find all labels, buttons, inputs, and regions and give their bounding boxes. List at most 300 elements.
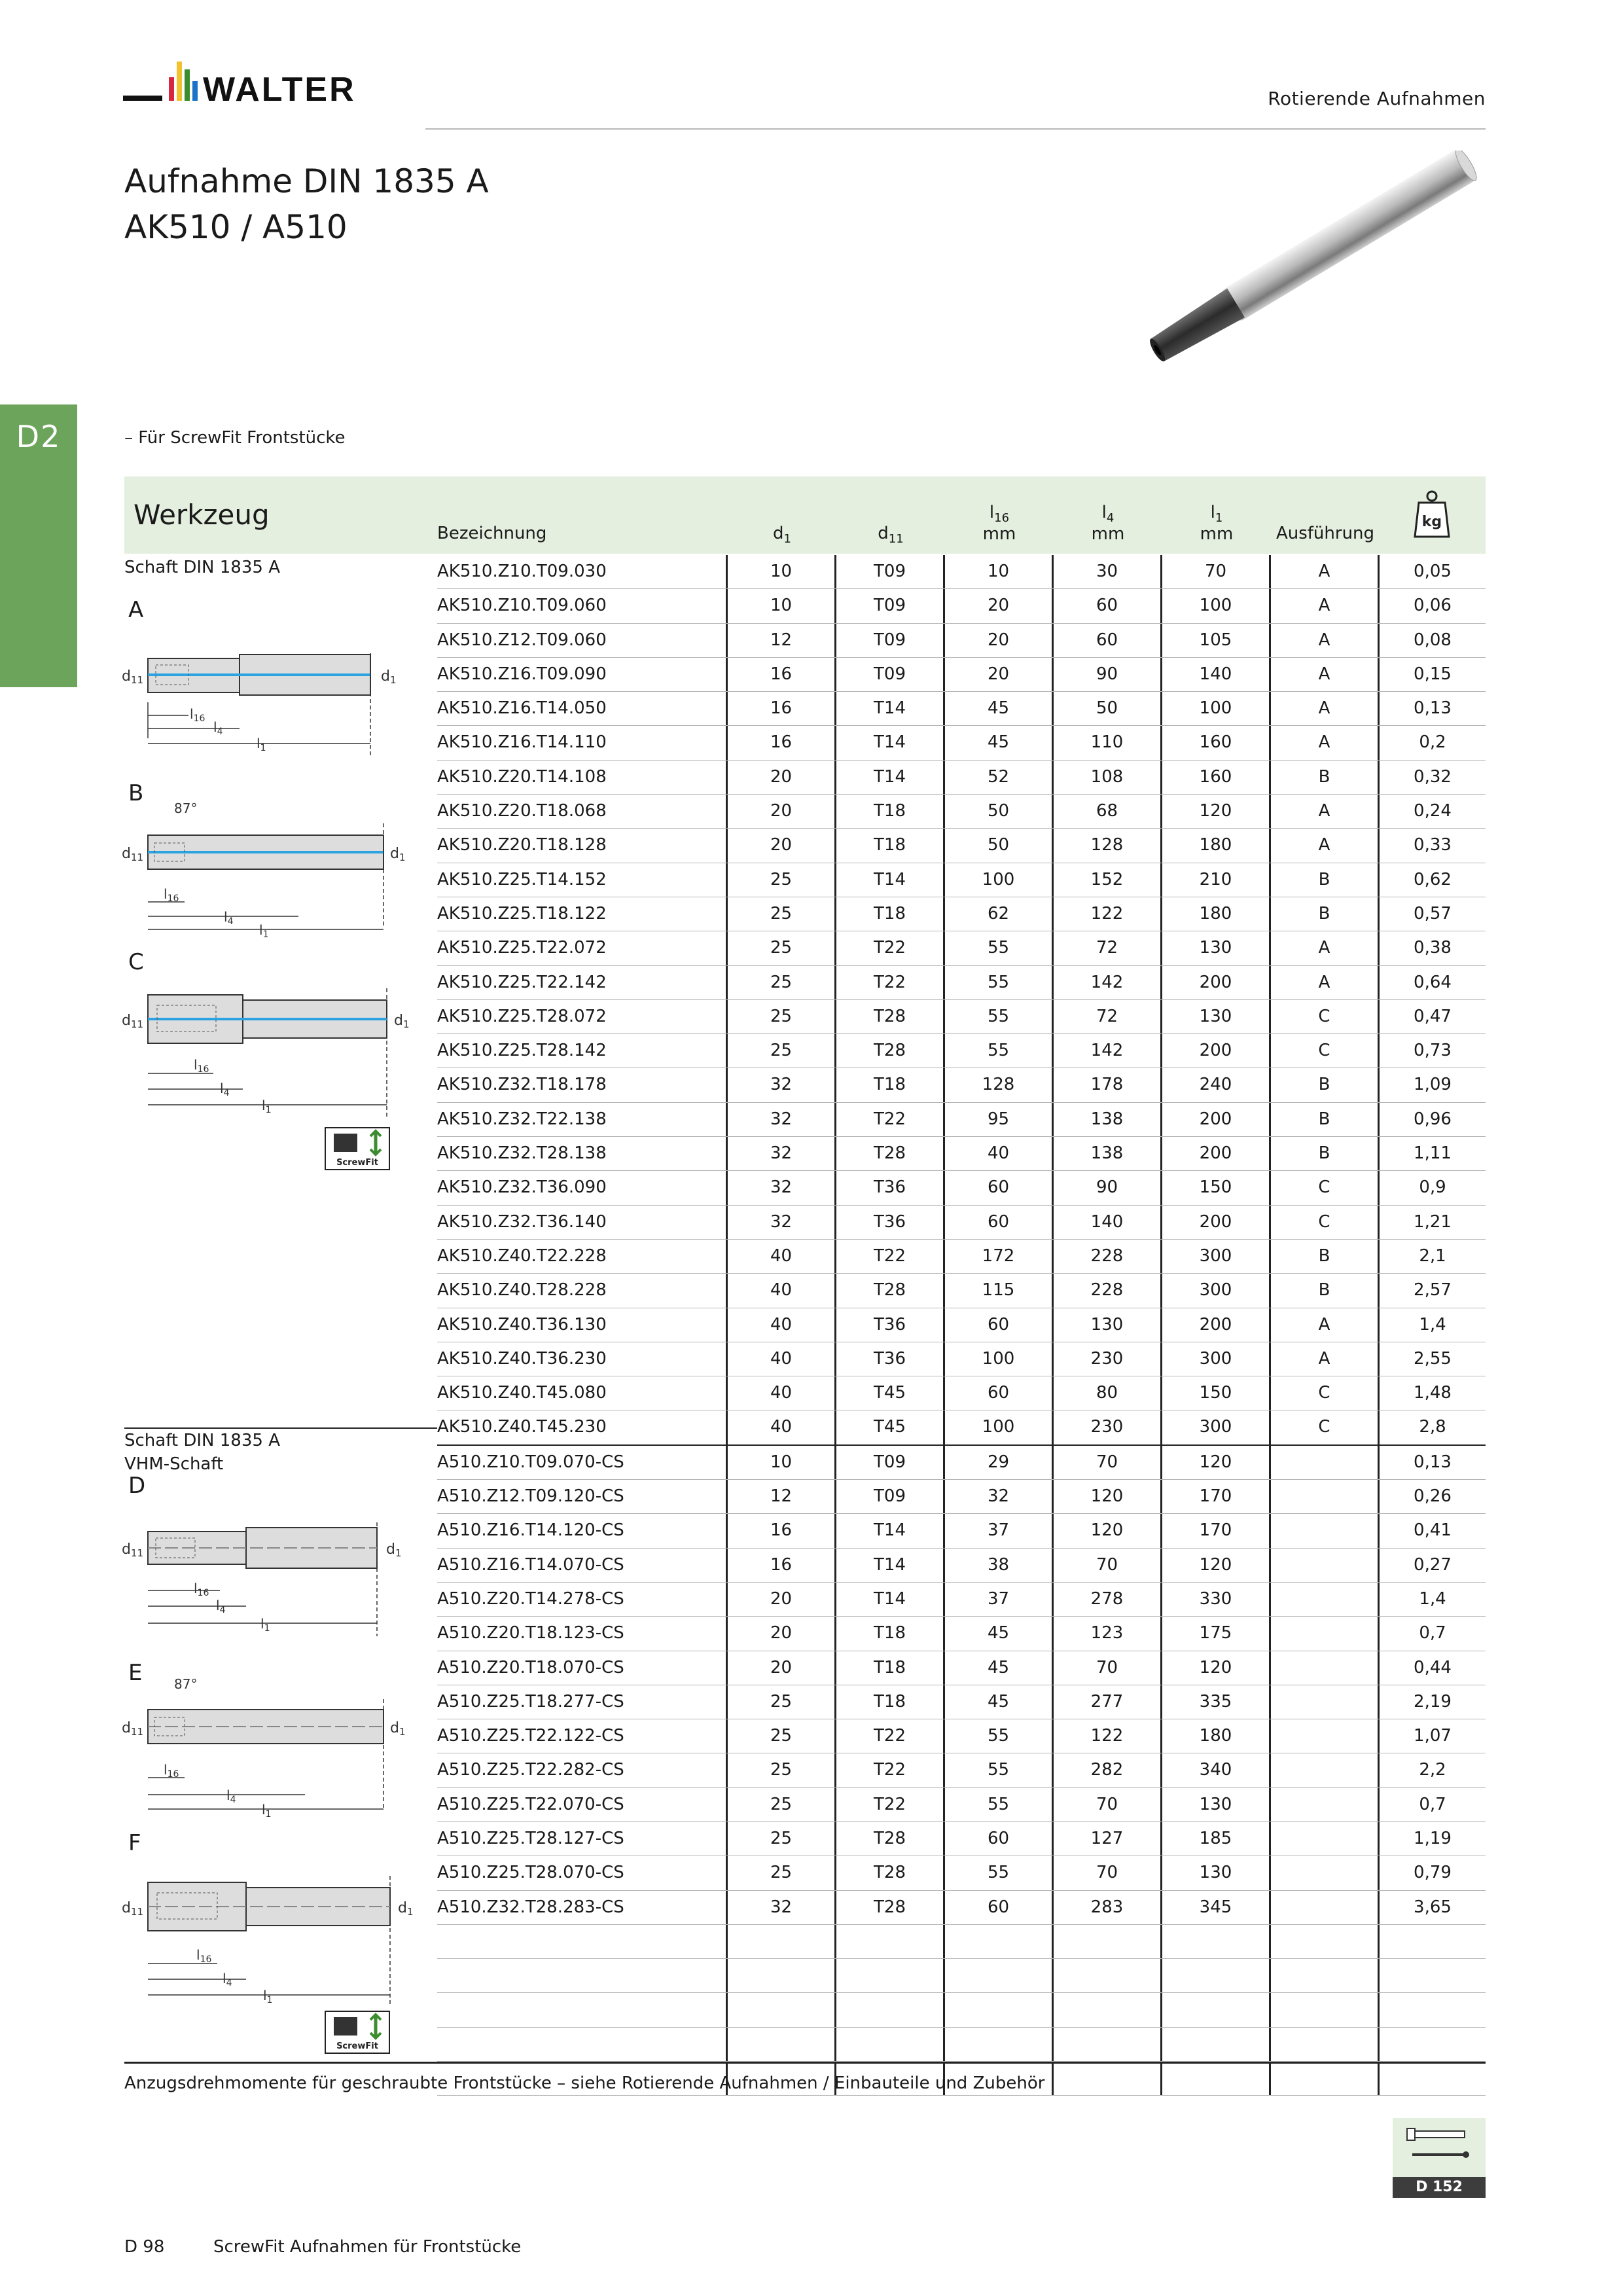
cell-d1: 10 [728,555,836,588]
cell-ausfuehrung [1271,1719,1380,1753]
cell-l1: 340 [1162,1753,1271,1787]
cell-ausfuehrung: C [1271,1206,1380,1239]
cell-l16: 100 [945,1342,1054,1376]
table-row [437,1171,1486,1205]
cell-ausfuehrung: B [1271,1137,1380,1170]
page-reference-link[interactable]: D 152 [1393,2177,1486,2198]
cell-l16: 45 [945,726,1054,759]
cell-d11: T36 [836,1171,945,1204]
cell-l1: 160 [1162,726,1271,759]
cell-l4: 120 [1054,1480,1162,1513]
cell-weight: 0,38 [1414,938,1452,958]
cell-l16: 45 [945,1617,1054,1650]
cell-l1: 200 [1162,1034,1271,1067]
cell-l16: 37 [945,1583,1054,1616]
cell-bezeichnung: AK510.Z25.T28.072 [437,1000,728,1033]
cell-ausfuehrung [1271,1788,1380,1821]
cell-weight: 0,44 [1414,1657,1452,1677]
cell-l4: 122 [1054,1719,1162,1753]
svg-text:l4: $l_4$ [216,1598,226,1615]
cell-weight: 2,57 [1414,1280,1452,1300]
cell-l4: 60 [1054,624,1162,657]
walter-logo [123,58,404,117]
cell-l16: 60 [945,1376,1054,1410]
cell-d1: 20 [728,795,836,828]
cell-d11: T09 [836,1446,945,1479]
page-subtitle: AK510 / A510 [124,208,348,246]
cell-l16: 60 [945,1891,1054,1924]
cell-d11: T22 [836,1240,945,1273]
table-bottom-rule [124,2062,1486,2064]
page-number: D 98 [124,2237,165,2257]
table-row [437,1480,1486,1514]
cell-bezeichnung: AK510.Z40.T36.230 [437,1342,728,1376]
cell-ausfuehrung: A [1271,931,1380,965]
section-title: Rotierende Aufnahmen [1268,88,1486,109]
svg-text:l16: $l_{16}$ [194,1057,209,1075]
cell-d1: 25 [728,1788,836,1821]
cell-l1: 175 [1162,1617,1271,1650]
cell-d1: 40 [728,1376,836,1410]
cell-weight: 0,9 [1419,1177,1446,1198]
cell-ausfuehrung [1271,1480,1380,1513]
cell-ausfuehrung: B [1271,863,1380,897]
cell-bezeichnung: AK510.Z40.T45.080 [437,1376,728,1410]
cell-d1: 25 [728,1753,836,1787]
cell-d1: 20 [728,1617,836,1650]
cell-l1: 160 [1162,761,1271,794]
cell-d1: 25 [728,1719,836,1753]
cell-l1: 120 [1162,1549,1271,1582]
cell-d1: 16 [728,1549,836,1582]
cell-l1: 200 [1162,1137,1271,1170]
cell-weight: 0,32 [1414,766,1452,787]
cell-weight: 0,62 [1414,869,1452,889]
cell-d1: 20 [728,1583,836,1616]
cell-l1: 150 [1162,1171,1271,1204]
cell-weight: 2,1 [1419,1246,1446,1266]
diagram-a [122,640,429,771]
cell-ausfuehrung: A [1271,1308,1380,1342]
table-row [437,1719,1486,1753]
table-row [437,1651,1486,1685]
cell-d1: 40 [728,1342,836,1376]
table-row [437,829,1486,863]
cell-d1: 32 [728,1103,836,1136]
cell-l1: 300 [1162,1240,1271,1273]
cell-d1: 40 [728,1308,836,1342]
cell-bezeichnung [437,1925,728,1958]
cell-bezeichnung: AK510.Z16.T09.090 [437,658,728,691]
cell-ausfuehrung: B [1271,1240,1380,1273]
cell-bezeichnung: AK510.Z32.T22.138 [437,1103,728,1136]
cell-d11: T09 [836,658,945,691]
cell-weight: 0,13 [1414,698,1452,719]
cell-l16: 100 [945,1410,1054,1444]
cell-d11: T14 [836,1583,945,1616]
table-caption: Werkzeug [134,499,270,531]
cell-ausfuehrung [1271,1651,1380,1685]
cell-d11: T22 [836,1788,945,1821]
diagram-label-c: C [128,949,144,975]
cell-l1 [1162,2062,1271,2095]
cell-d11: T45 [836,1410,945,1444]
col-header-bezeichnung: Bezeichnung [437,524,547,543]
cell-weight: 1,48 [1414,1383,1452,1403]
cell-l16: 172 [945,1240,1054,1273]
diagram-d [122,1512,429,1643]
cell-l16: 29 [945,1446,1054,1479]
cell-weight: 0,41 [1414,1520,1452,1541]
cell-d1: 25 [728,931,836,965]
cell-bezeichnung: AK510.Z20.T18.128 [437,829,728,862]
cell-l4: 230 [1054,1410,1162,1444]
cell-l16 [945,1993,1054,2026]
svg-text:d1: d1 [390,846,406,863]
cell-ausfuehrung [1271,1549,1380,1582]
svg-text:d1: d1 [386,1541,402,1559]
cell-ausfuehrung [1271,2028,1380,2061]
cell-ausfuehrung: A [1271,829,1380,862]
col-header-l4: $l_4$ mm [1091,503,1125,544]
cell-l1 [1162,1959,1271,1992]
cell-d11: T18 [836,1651,945,1685]
footnote: Anzugsdrehmomente für geschraubte Frontstücke – siehe Rotierende Aufnahmen / Einbauteile und Zubehör [124,2073,1045,2093]
table-row [437,1753,1486,1787]
cell-ausfuehrung: C [1271,1000,1380,1033]
cell-d1: 32 [728,1137,836,1170]
cell-d11: T09 [836,624,945,657]
cell-l16: 55 [945,1719,1054,1753]
cell-ausfuehrung: C [1271,1034,1380,1067]
cell-ausfuehrung: A [1271,555,1380,588]
table-row [437,897,1486,931]
cell-d11: T14 [836,1549,945,1582]
col-header-d1: $d_1$ [773,524,791,546]
svg-text:l16: $l_{16}$ [190,706,205,724]
screwfit-badge-2 [325,2011,390,2054]
cell-d11: T28 [836,1891,945,1924]
cell-d11: T18 [836,1617,945,1650]
cell-weight: 0,79 [1414,1863,1452,1883]
cell-ausfuehrung [1271,1856,1380,1890]
cell-l1: 140 [1162,658,1271,691]
cell-weight: 1,11 [1414,1143,1452,1164]
cell-ausfuehrung: B [1271,761,1380,794]
table-body [437,555,1486,2096]
cell-d11: T45 [836,1376,945,1410]
diagram-label-e: E [128,1660,143,1686]
table-row [437,966,1486,1000]
cell-l1: 210 [1162,863,1271,897]
cell-weight: 0,47 [1414,1006,1452,1026]
cell-bezeichnung [437,1993,728,2026]
col-header-ausfuehrung: Ausführung [1275,524,1375,543]
cell-weight: 1,07 [1414,1726,1452,1746]
table-row [437,726,1486,760]
cell-weight: 0,26 [1414,1486,1452,1507]
cell-l16: 45 [945,1685,1054,1719]
cell-d11: T28 [836,1034,945,1067]
svg-text:d1: d1 [398,1900,414,1918]
cell-ausfuehrung: B [1271,897,1380,931]
svg-text:ScrewFit: ScrewFit [336,1158,378,1168]
table-row [437,1206,1486,1240]
table-row [437,1583,1486,1617]
cell-l4: 142 [1054,966,1162,999]
cell-l16: 60 [945,1206,1054,1239]
cell-l16: 60 [945,1171,1054,1204]
svg-text:87°: 87° [174,1676,198,1692]
cell-d11 [836,2028,945,2061]
logo-text: WALTER [203,71,356,109]
cell-d11: T09 [836,1480,945,1513]
cell-l4: 123 [1054,1617,1162,1650]
table-row [437,1274,1486,1308]
cell-l1: 130 [1162,1788,1271,1821]
cell-d1: 32 [728,1171,836,1204]
cell-d1 [728,1925,836,1958]
svg-text:d11: d11 [122,846,144,863]
cell-d1: 20 [728,829,836,862]
cell-l16: 10 [945,555,1054,588]
svg-text:87°: 87° [174,800,198,816]
cell-d11 [836,1925,945,1958]
cell-l4: 282 [1054,1753,1162,1787]
cell-weight: 0,57 [1414,903,1452,924]
cell-l1: 335 [1162,1685,1271,1719]
cell-l16: 55 [945,1856,1054,1890]
cell-l16: 20 [945,589,1054,622]
cell-ausfuehrung [1271,2062,1380,2095]
cell-bezeichnung: AK510.Z25.T22.072 [437,931,728,965]
table-row [437,1034,1486,1068]
footer-title: ScrewFit Aufnahmen für Frontstücke [213,2237,522,2257]
svg-text:l1: $l_1$ [259,922,269,940]
cell-d11: T36 [836,1206,945,1239]
cell-l16: 37 [945,1514,1054,1547]
cell-ausfuehrung [1271,1993,1380,2026]
cell-bezeichnung: A510.Z10.T09.070-CS [437,1446,728,1479]
cell-l16: 20 [945,658,1054,691]
cell-d1: 25 [728,1685,836,1719]
cell-l1: 200 [1162,1308,1271,1342]
group-label-1: Schaft DIN 1835 A [124,558,280,577]
svg-text:d1: d1 [381,668,397,686]
svg-text:l16: $l_{16}$ [194,1581,209,1598]
table-row [437,1685,1486,1719]
cell-l16: 55 [945,931,1054,965]
table-row [437,1856,1486,1890]
cell-l4: 70 [1054,1651,1162,1685]
cell-ausfuehrung [1271,1822,1380,1856]
cell-weight: 0,96 [1414,1109,1452,1129]
cell-l1 [1162,1925,1271,1958]
cell-d1: 25 [728,1856,836,1890]
diagram-f [122,1869,429,2013]
svg-text:d11: d11 [122,668,144,686]
cell-d1: 32 [728,1206,836,1239]
cell-l1 [1162,1993,1271,2026]
cell-bezeichnung: A510.Z25.T22.282-CS [437,1753,728,1787]
cell-bezeichnung [437,1959,728,1992]
cell-d1 [728,1993,836,2026]
col-header-d11: $d_{11}$ [878,524,904,546]
cell-l4: 60 [1054,589,1162,622]
cell-l1: 185 [1162,1822,1271,1856]
table-row [437,1549,1486,1583]
cell-l1: 100 [1162,589,1271,622]
table-row [437,624,1486,658]
cell-l4: 277 [1054,1685,1162,1719]
cell-bezeichnung: AK510.Z25.T14.152 [437,863,728,897]
cell-l16 [945,2028,1054,2061]
table-row [437,931,1486,965]
cell-weight: 0,15 [1414,664,1452,684]
cell-weight: 0,27 [1414,1554,1452,1575]
cell-l4: 70 [1054,1446,1162,1479]
cell-d1: 16 [728,658,836,691]
cell-weight: 2,55 [1414,1348,1452,1369]
cell-l16: 115 [945,1274,1054,1307]
table-row [437,1240,1486,1274]
cell-bezeichnung: AK510.Z12.T09.060 [437,624,728,657]
cell-l16: 38 [945,1549,1054,1582]
cell-d11: T14 [836,1514,945,1547]
cell-weight: 0,7 [1419,1623,1446,1643]
cell-d11: T09 [836,589,945,622]
cell-l4: 128 [1054,829,1162,862]
cell-d11: T28 [836,1822,945,1856]
table-row [437,795,1486,829]
cell-l4: 50 [1054,692,1162,725]
cell-d1: 25 [728,966,836,999]
cell-l16: 20 [945,624,1054,657]
cell-l4: 228 [1054,1240,1162,1273]
cell-l16: 50 [945,829,1054,862]
cell-d11: T22 [836,931,945,965]
cell-l1 [1162,2028,1271,2061]
table-row [437,1617,1486,1651]
cell-l4: 152 [1054,863,1162,897]
cell-l4 [1054,2062,1162,2095]
table-row [437,1410,1486,1445]
group-sublabel-2: VHM-Schaft [124,1454,224,1474]
cell-bezeichnung: AK510.Z40.T45.230 [437,1410,728,1444]
cell-d1: 20 [728,1651,836,1685]
table-row [437,1308,1486,1342]
cell-d11: T18 [836,1685,945,1719]
cell-ausfuehrung [1271,1925,1380,1958]
cell-l16: 60 [945,1822,1054,1856]
svg-text:l4: $l_4$ [224,909,234,927]
cell-d11: T14 [836,863,945,897]
cell-bezeichnung: AK510.Z40.T36.130 [437,1308,728,1342]
cell-bezeichnung: AK510.Z20.T18.068 [437,795,728,828]
cell-bezeichnung: A510.Z20.T14.278-CS [437,1583,728,1616]
cell-l4: 70 [1054,1856,1162,1890]
table-row [437,1959,1486,1993]
cell-l4: 80 [1054,1376,1162,1410]
cell-d11: T18 [836,1068,945,1102]
cell-ausfuehrung [1271,1753,1380,1787]
svg-text:d11: d11 [122,1900,144,1918]
cell-d1: 10 [728,589,836,622]
screwfit-badge-1 [325,1127,390,1170]
cell-l4: 72 [1054,1000,1162,1033]
cell-bezeichnung: AK510.Z32.T36.090 [437,1171,728,1204]
cell-d11: T14 [836,692,945,725]
cell-d11: T22 [836,1719,945,1753]
cell-l1: 300 [1162,1274,1271,1307]
cell-d1: 32 [728,1891,836,1924]
cell-ausfuehrung: C [1271,1376,1380,1410]
cell-l16: 55 [945,1788,1054,1821]
svg-text:l16: $l_{16}$ [196,1947,212,1965]
cell-l1: 180 [1162,1719,1271,1753]
cell-d1: 10 [728,1446,836,1479]
cell-d11 [836,1993,945,2026]
cell-d1: 25 [728,1000,836,1033]
cell-bezeichnung: AK510.Z16.T14.050 [437,692,728,725]
svg-text:l1: $l_1$ [257,736,266,753]
cell-l1: 120 [1162,795,1271,828]
cell-l4: 72 [1054,931,1162,965]
svg-text:d1: d1 [390,1720,406,1738]
table-row [437,1103,1486,1137]
svg-text:kg: kg [1421,514,1442,530]
table-row [437,1993,1486,2027]
cell-ausfuehrung [1271,1617,1380,1650]
cell-l16: 40 [945,1137,1054,1170]
cell-l4: 68 [1054,795,1162,828]
cell-l1: 170 [1162,1514,1271,1547]
cell-bezeichnung: A510.Z16.T14.120-CS [437,1514,728,1547]
cell-l16 [945,1925,1054,1958]
cell-bezeichnung: A510.Z25.T28.127-CS [437,1822,728,1856]
cell-bezeichnung: AK510.Z32.T18.178 [437,1068,728,1102]
cell-bezeichnung: AK510.Z25.T22.142 [437,966,728,999]
diagram-label-b: B [128,780,144,806]
cell-l1: 200 [1162,1206,1271,1239]
cell-d11: T28 [836,1000,945,1033]
svg-text:l1: $l_1$ [262,1098,272,1115]
cell-l16: 128 [945,1068,1054,1102]
cell-ausfuehrung: B [1271,1068,1380,1102]
cell-ausfuehrung: A [1271,692,1380,725]
group-label-2: Schaft DIN 1835 A [124,1431,280,1450]
table-row [437,1342,1486,1376]
cell-d1: 16 [728,1514,836,1547]
cell-d1: 32 [728,1068,836,1102]
cell-weight [1380,1925,1486,1958]
col-header-l1: $l_1$ mm [1200,503,1234,544]
cell-l4: 120 [1054,1514,1162,1547]
table-row [437,863,1486,897]
table-row [437,692,1486,726]
cell-l4: 30 [1054,555,1162,588]
cell-ausfuehrung [1271,1959,1380,1992]
cell-bezeichnung: AK510.Z25.T18.122 [437,897,728,931]
table-row [437,1925,1486,1959]
cell-l4: 138 [1054,1137,1162,1170]
cell-l1: 330 [1162,1583,1271,1616]
table-row [437,555,1486,589]
table-row [437,2028,1486,2062]
svg-text:d11: d11 [122,1541,144,1559]
cell-d11: T14 [836,761,945,794]
table-row [437,1376,1486,1410]
